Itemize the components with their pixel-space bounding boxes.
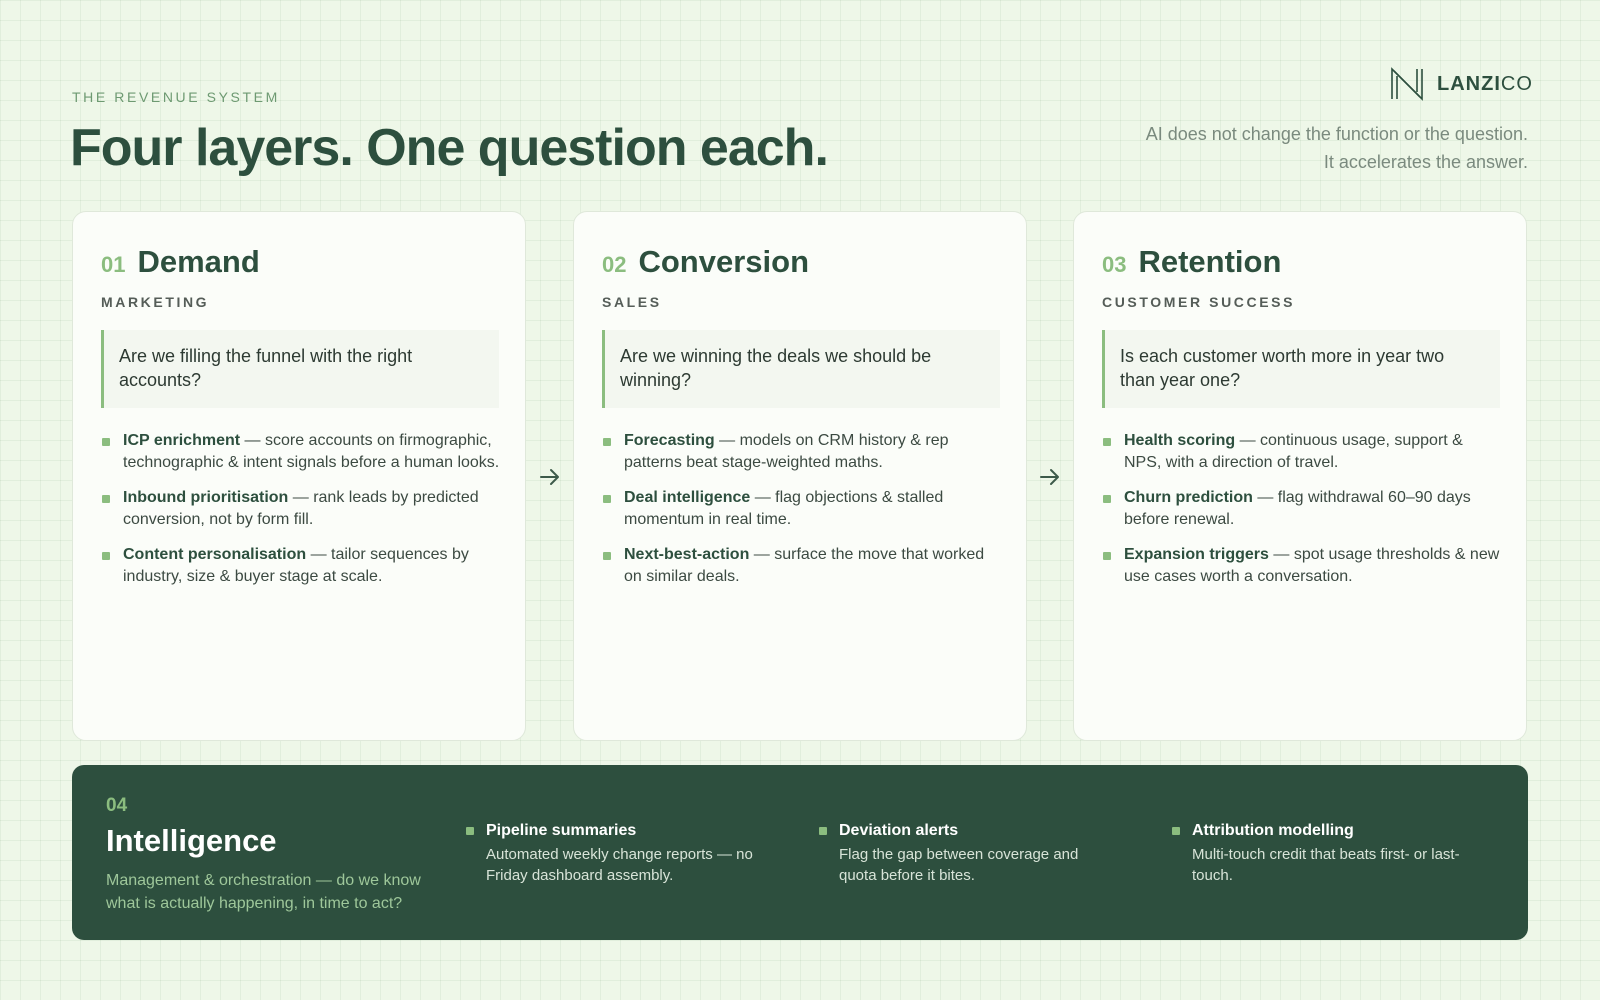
item-name: Deal intelligence bbox=[624, 489, 751, 506]
card-number: 03 bbox=[1102, 252, 1127, 277]
bullet-square-icon bbox=[102, 495, 110, 503]
item-name: Forecasting bbox=[624, 432, 715, 449]
band-item-title: Deviation alerts bbox=[839, 822, 959, 839]
item-desc: — tailor sequences by industry, size & buyer stage at scale. bbox=[123, 546, 469, 585]
band-item-deviation bbox=[819, 821, 1119, 886]
band-item-pipeline bbox=[466, 821, 766, 886]
card-function: MARKETING bbox=[101, 294, 210, 310]
item-name: Inbound prioritisation bbox=[123, 489, 289, 506]
brand-wordmark bbox=[1437, 73, 1533, 96]
capability-list bbox=[101, 430, 501, 601]
list-item bbox=[101, 487, 501, 531]
band-item-title: Attribution modelling bbox=[1192, 822, 1354, 839]
bullet-square-icon bbox=[1103, 438, 1111, 446]
item-desc: — flag objections & stalled momentum in real time. bbox=[624, 489, 944, 528]
bullet-square-icon bbox=[603, 438, 611, 446]
card-function: SALES bbox=[602, 294, 662, 310]
card-question: Are we filling the funnel with the right accounts? bbox=[101, 330, 499, 408]
bullet-square-icon bbox=[102, 552, 110, 560]
layer-card-retention bbox=[1073, 211, 1527, 741]
list-item bbox=[602, 544, 1002, 588]
bullet-square-icon bbox=[1103, 552, 1111, 560]
card-header bbox=[1102, 244, 1281, 280]
bullet-square-icon bbox=[1103, 495, 1111, 503]
band-item-title: Pipeline summaries bbox=[486, 822, 637, 839]
brand-wordmark-rest: CO bbox=[1500, 72, 1533, 95]
tagline-line-1: AI does not change the function or the question. bbox=[1145, 124, 1528, 144]
item-name: Health scoring bbox=[1124, 432, 1236, 449]
item-desc: — continuous usage, support & NPS, with a direction of travel. bbox=[1124, 432, 1463, 471]
card-number: 02 bbox=[602, 252, 627, 277]
bullet-square-icon bbox=[603, 552, 611, 560]
card-header bbox=[101, 244, 260, 280]
card-title: Demand bbox=[137, 244, 260, 279]
band-number: 04 bbox=[106, 795, 128, 816]
item-name: Next-best-action bbox=[624, 546, 750, 563]
list-item bbox=[1102, 544, 1502, 588]
bullet-square-icon bbox=[1172, 827, 1180, 835]
arrow-right-icon bbox=[1038, 465, 1062, 489]
item-desc: — spot usage thresholds & new use cases worth a conversation. bbox=[1124, 546, 1500, 585]
bullet-square-icon bbox=[603, 495, 611, 503]
brand-logo bbox=[1389, 66, 1533, 102]
item-name: ICP enrichment bbox=[123, 432, 241, 449]
eyebrow-label: THE REVENUE SYSTEM bbox=[72, 89, 280, 105]
card-function: CUSTOMER SUCCESS bbox=[1102, 294, 1296, 310]
tagline-line-2: It accelerates the answer. bbox=[1323, 152, 1528, 172]
list-item bbox=[1102, 430, 1502, 474]
list-item bbox=[101, 544, 501, 588]
item-desc: — surface the move that worked on similar deals. bbox=[624, 546, 985, 585]
item-name: Expansion triggers bbox=[1124, 546, 1269, 563]
intelligence-band bbox=[72, 765, 1528, 940]
n-monogram-icon bbox=[1389, 66, 1425, 102]
item-desc: — flag withdrawal 60–90 days before renewal. bbox=[1124, 489, 1471, 528]
list-item bbox=[1102, 487, 1502, 531]
layer-card-demand bbox=[72, 211, 526, 741]
card-title: Conversion bbox=[638, 244, 810, 279]
item-desc: — models on CRM history & rep patterns beat stage-weighted maths. bbox=[624, 432, 949, 471]
band-item-desc: Automated weekly change reports — no Friday dashboard assembly. bbox=[486, 846, 753, 884]
bullet-square-icon bbox=[819, 827, 827, 835]
list-item bbox=[101, 430, 501, 474]
item-desc: — rank leads by predicted conversion, not by form fill. bbox=[123, 489, 479, 528]
card-header bbox=[602, 244, 809, 280]
layer-card-conversion bbox=[573, 211, 1027, 741]
capability-list bbox=[602, 430, 1002, 601]
capability-list bbox=[1102, 430, 1502, 601]
item-name: Churn prediction bbox=[1124, 489, 1253, 506]
band-item-desc: Multi-touch credit that beats first- or last-touch. bbox=[1192, 846, 1460, 884]
page-title: Four layers. One question each. bbox=[70, 119, 828, 177]
band-item-desc: Flag the gap between coverage and quota before it bites. bbox=[839, 846, 1079, 884]
card-title: Retention bbox=[1138, 244, 1282, 279]
card-question: Are we winning the deals we should be winning? bbox=[602, 330, 1000, 408]
bullet-square-icon bbox=[466, 827, 474, 835]
item-name: Content personalisation bbox=[123, 546, 307, 563]
band-title: Intelligence bbox=[106, 823, 277, 858]
tagline bbox=[1146, 120, 1528, 176]
band-description: Management & orchestration — do we know what is actually happening, in time to act? bbox=[106, 872, 421, 912]
list-item bbox=[602, 430, 1002, 474]
card-number: 01 bbox=[101, 252, 126, 277]
band-item-attribution bbox=[1172, 821, 1472, 886]
arrow-right-icon bbox=[538, 465, 562, 489]
card-question: Is each customer worth more in year two than year one? bbox=[1102, 330, 1500, 408]
brand-wordmark-strong: LANZI bbox=[1437, 72, 1501, 95]
bullet-square-icon bbox=[102, 438, 110, 446]
item-desc: — score accounts on firmographic, technographic & intent signals before a human looks. bbox=[123, 432, 500, 471]
list-item bbox=[602, 487, 1002, 531]
